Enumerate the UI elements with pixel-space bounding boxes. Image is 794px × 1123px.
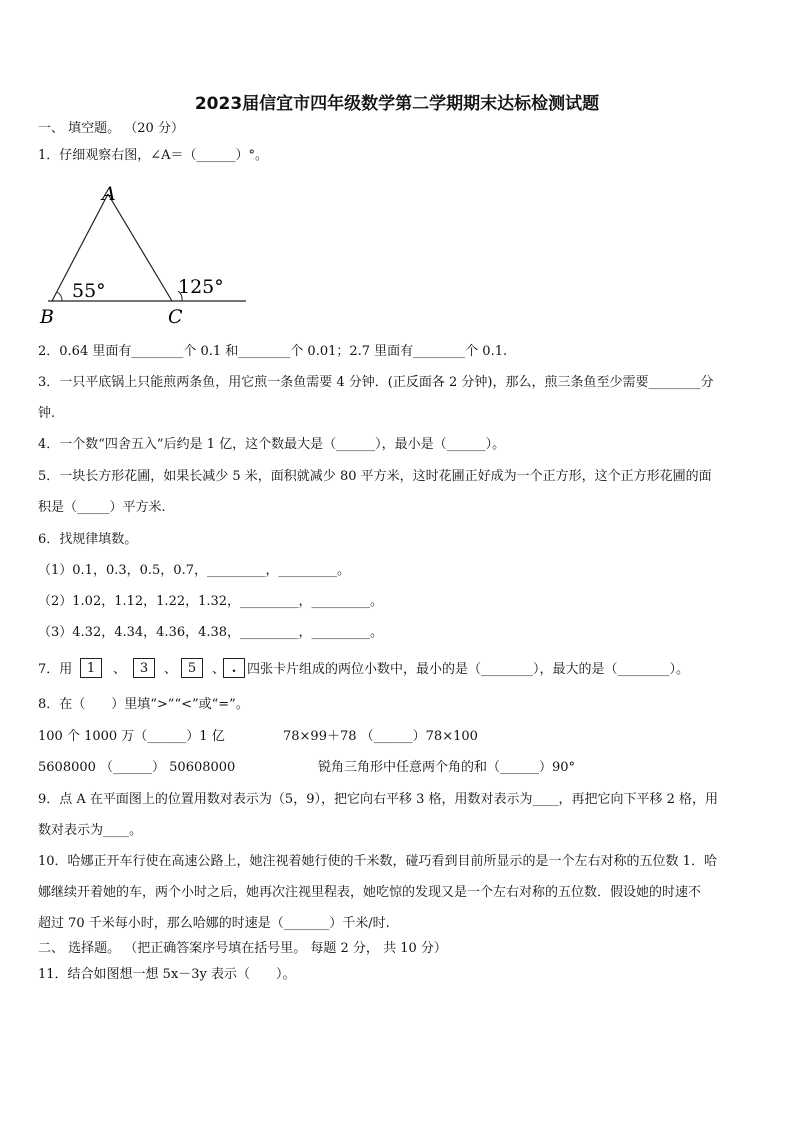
- angle-b-arc: [57, 292, 62, 301]
- question-1: 1．仔细观察右图，∠A＝（______）°。: [38, 148, 269, 163]
- card-separator: 、: [164, 662, 178, 677]
- question-8-row-2-right: 锐角三角形中任意两个角的和（______）90°: [318, 760, 576, 775]
- card-separator: 、: [212, 662, 226, 677]
- vertex-b-label: B: [40, 306, 54, 328]
- question-6: 6．找规律填数。: [38, 532, 138, 547]
- question-7-prefix: 7．用: [38, 662, 73, 677]
- digit-card-3: 3: [133, 658, 155, 678]
- vertex-c-label: C: [168, 306, 183, 328]
- question-10-line-3: 超过 70 千米每小时，那么哈娜的时速是（_______）千米/时.: [38, 916, 390, 931]
- question-2: 2．0.64 里面有________个 0.1 和________个 0.01；2.7 里面有________个 0.1.: [38, 344, 508, 359]
- question-3-line-2: 钟.: [38, 406, 56, 421]
- question-6-part-1: （1）0.1，0.3，0.5，0.7，_________，_________。: [38, 563, 350, 578]
- question-9-line-1: 9．点 A 在平面图上的位置用数对表示为（5，9），把它向右平移 3 格，用数对表示为____，再把它向下平移 2 格，用: [38, 792, 719, 807]
- digit-card-5: 5: [181, 658, 203, 678]
- question-11: 11．结合如图想一想 5x－3y 表示（ ）。: [38, 967, 296, 982]
- angle-b-label: 55°: [72, 280, 106, 302]
- angle-c-label: 125°: [178, 276, 224, 298]
- question-9-line-2: 数对表示为____。: [38, 823, 143, 838]
- question-8-row-2-left: 5608000 （______） 50608000: [38, 760, 236, 775]
- question-3-line-1: 3．一只平底锅上只能煎两条鱼，用它煎一条鱼需要 4 分钟．(正反面各 2 分钟)，那么，煎三条鱼至少需要________分: [38, 375, 714, 390]
- side-ac: [108, 194, 172, 301]
- triangle-figure: [30, 176, 260, 328]
- question-8: 8．在（ ）里填“>”“<”或“=”。: [38, 697, 249, 712]
- decimal-point-card: .: [223, 658, 245, 678]
- question-5-line-2: 积是（_____）平方米.: [38, 500, 166, 515]
- question-4: 4．一个数“四舍五入”后约是 1 亿，这个数最大是（______），最小是（______）。: [38, 437, 506, 452]
- question-7-suffix: 四张卡片组成的两位小数中，最小的是（________），最大的是（________）。: [247, 662, 690, 677]
- question-8-row-1-right: 78×99＋78 （______）78×100: [283, 729, 478, 744]
- question-6-part-2: （2）1.02，1.12，1.22，1.32，_________，_________。: [38, 594, 384, 609]
- page-title: 2023届信宜市四年级数学第二学期期末达标检测试题: [194, 94, 600, 114]
- question-5-line-1: 5．一块长方形花圃，如果长减少 5 米，面积就减少 80 平方米，这时花圃正好成为一个正方形，这个正方形花圃的面: [38, 469, 712, 484]
- question-8-row-1-left: 100 个 1000 万（______）1 亿: [38, 729, 225, 744]
- question-10-line-1: 10．哈娜正开车行使在高速公路上，她注视着她行使的千米数，碰巧看到目前所显示的是一个左右对称的五位数 1．哈: [38, 854, 717, 869]
- card-separator: 、: [113, 662, 127, 677]
- digit-card-1: 1: [80, 658, 102, 678]
- vertex-a-label: A: [102, 183, 116, 205]
- question-10-line-2: 娜继续开着她的车，两个小时之后，她再次注视里程表，她吃惊的发现又是一个左右对称的五位数．假设她的时速不: [38, 885, 702, 900]
- section-2-heading: 二、 选择题。 （把正确答案序号填在括号里。 每题 2 分， 共 10 分）: [38, 941, 447, 956]
- question-6-part-3: （3）4.32，4.34，4.36，4.38，_________，_________。: [38, 625, 384, 640]
- section-1-heading: 一、 填空题。 （20 分）: [38, 121, 184, 136]
